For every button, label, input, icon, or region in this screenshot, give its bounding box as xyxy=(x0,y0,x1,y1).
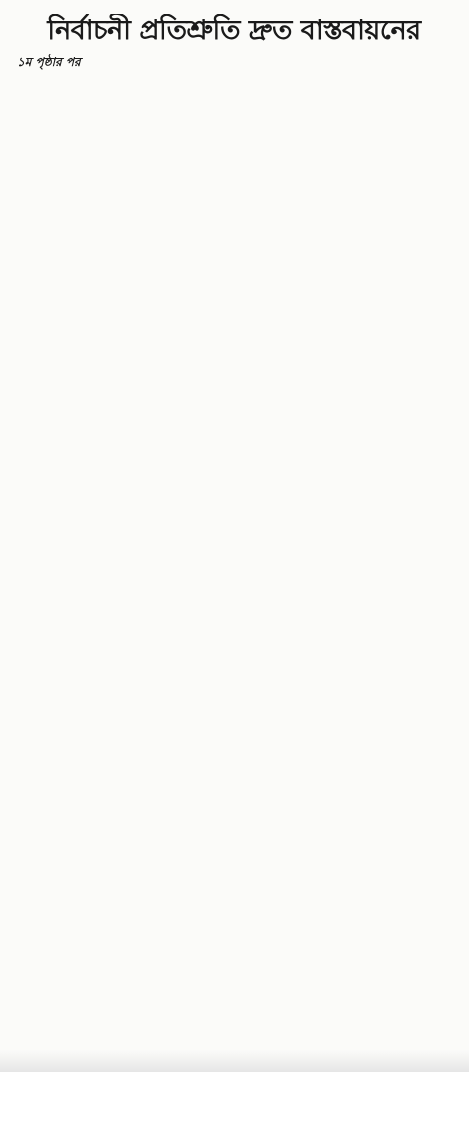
article-line xyxy=(9,956,459,975)
article-line xyxy=(9,284,459,303)
article-line xyxy=(9,572,459,591)
article-line xyxy=(9,687,459,706)
article-line xyxy=(9,725,459,744)
article-line xyxy=(9,802,459,821)
article-line xyxy=(9,1071,459,1090)
continued-label: ১ম পৃষ্ঠার পর xyxy=(17,55,81,69)
article-paragraph xyxy=(9,246,459,380)
article-line xyxy=(9,936,459,955)
article-line xyxy=(9,131,459,150)
article-line xyxy=(9,476,459,495)
article-line xyxy=(9,361,459,380)
article-line xyxy=(9,668,459,687)
article-paragraph xyxy=(9,898,459,956)
article-line xyxy=(9,246,459,265)
article-line xyxy=(9,994,459,1013)
article-paragraph xyxy=(9,73,459,246)
article-paragraph xyxy=(9,380,459,495)
article-line xyxy=(9,783,459,802)
article-line xyxy=(9,207,459,226)
article-line xyxy=(9,860,459,879)
article-line xyxy=(9,73,459,92)
article-paragraph xyxy=(9,553,459,668)
article-paragraph xyxy=(9,764,459,898)
article-paragraph xyxy=(9,956,459,1128)
article-line xyxy=(9,495,459,514)
headline: নির্বাচনী প্রতিশ্রুতি দ্রুত বাস্তবায়নের xyxy=(47,15,421,46)
article-line xyxy=(9,591,459,610)
page-bottom-edge xyxy=(0,1050,469,1072)
article-line xyxy=(9,188,459,207)
article-line xyxy=(9,342,459,361)
article-line xyxy=(9,553,459,572)
article-line xyxy=(9,322,459,341)
article-paragraph xyxy=(9,495,459,553)
article-line xyxy=(9,514,459,533)
article-paragraph xyxy=(9,725,459,763)
article-line xyxy=(9,1109,459,1128)
article-line xyxy=(9,745,459,764)
article-line xyxy=(9,457,459,476)
article-line xyxy=(9,898,459,917)
article-line xyxy=(9,879,459,898)
article-line xyxy=(9,111,459,130)
article-line xyxy=(9,265,459,284)
article-line xyxy=(9,610,459,629)
article-line xyxy=(9,649,459,668)
article-line xyxy=(9,629,459,648)
article-line xyxy=(9,380,459,399)
article-line xyxy=(9,706,459,725)
article-line xyxy=(9,438,459,457)
article-line xyxy=(9,169,459,188)
article-line xyxy=(9,303,459,322)
article-line xyxy=(9,399,459,418)
article-line xyxy=(9,917,459,936)
article-line xyxy=(9,1032,459,1051)
article-line xyxy=(9,92,459,111)
article-line xyxy=(9,227,459,246)
article-line xyxy=(9,418,459,437)
article-line xyxy=(9,764,459,783)
article-line xyxy=(9,1090,459,1109)
article-line xyxy=(9,150,459,169)
article-line xyxy=(9,841,459,860)
article-body xyxy=(9,73,459,1128)
article-line xyxy=(9,1013,459,1032)
article-line xyxy=(9,534,459,553)
article-line xyxy=(9,975,459,994)
article-paragraph xyxy=(9,668,459,726)
article-line xyxy=(9,821,459,840)
